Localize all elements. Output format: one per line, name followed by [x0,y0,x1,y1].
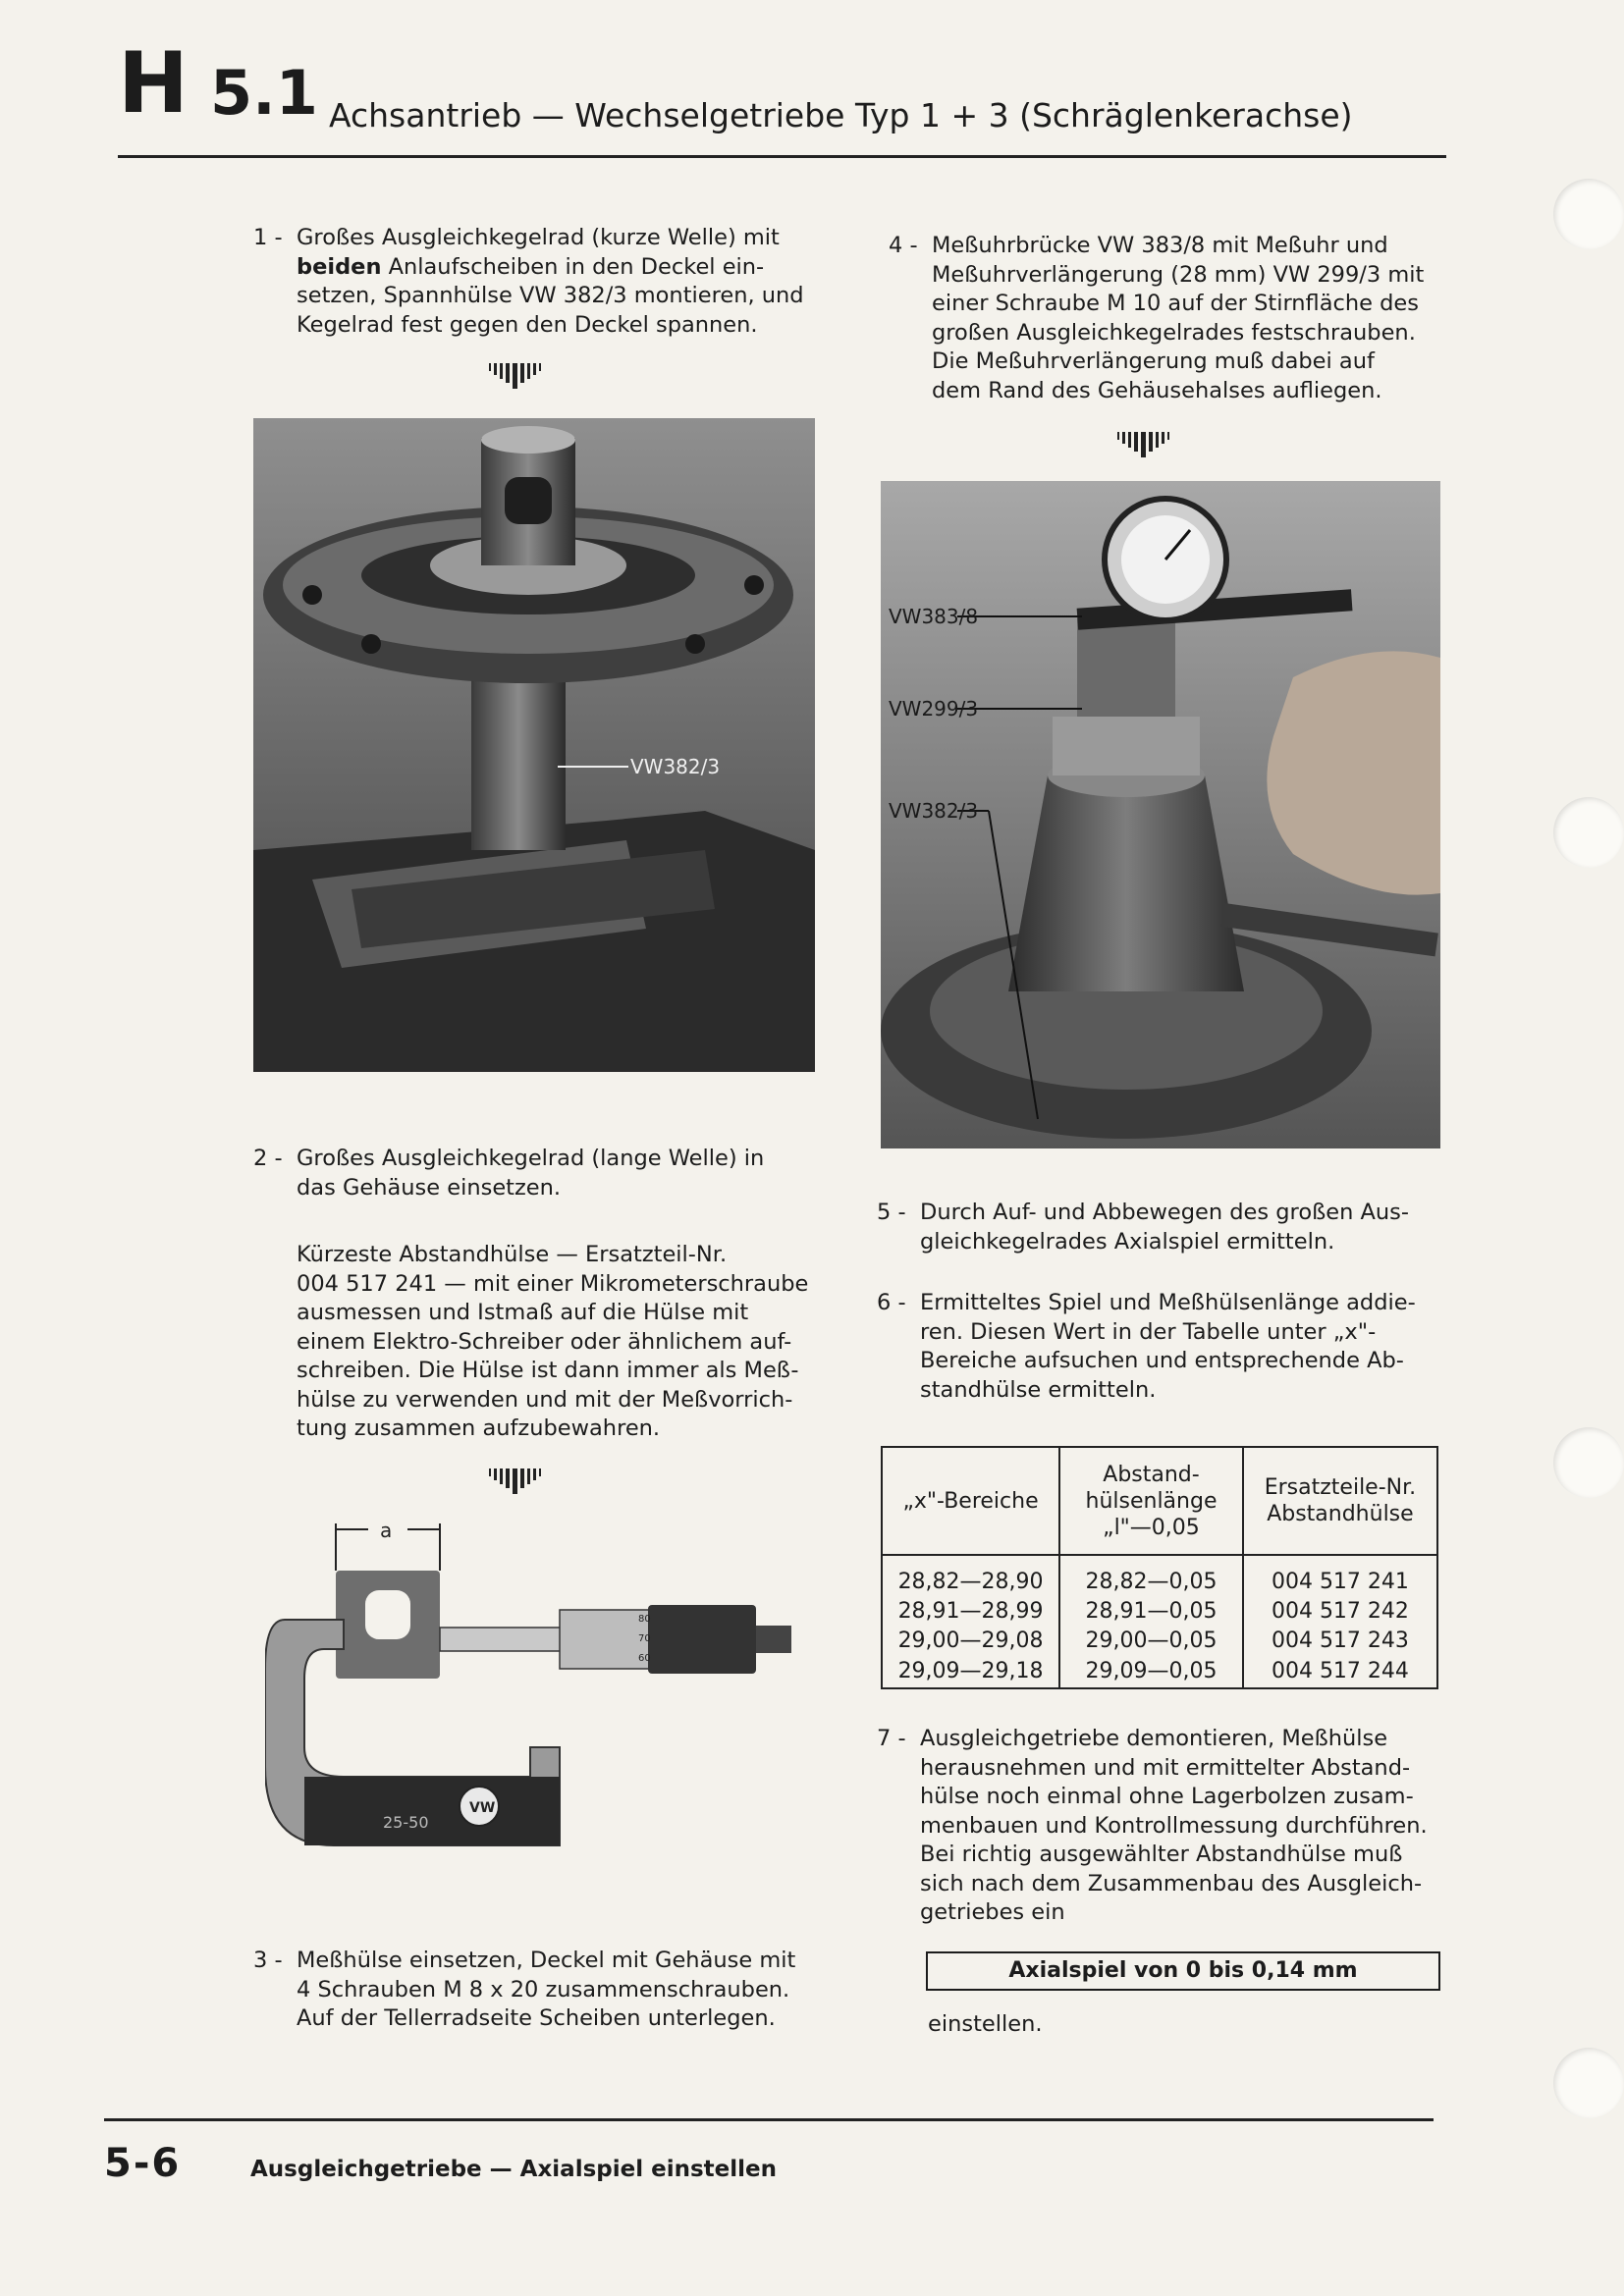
table-cell: 29,09—0,05 [1059,1655,1243,1688]
scale-mark: 70 [638,1633,651,1644]
tool-label-vw382-3: VW382/3 [630,755,721,778]
table-cell: 28,91—28,99 [882,1596,1059,1626]
binder-hole [1553,797,1624,868]
footer-rule [104,2118,1434,2121]
table-cell: 28,91—0,05 [1059,1596,1243,1626]
tool-label-vw299-3: VW299/3 [889,697,979,721]
table-row [882,1626,1437,1655]
step-number: 4 - [889,233,918,258]
tool-label-vw383-8: VW383/8 [889,605,979,628]
step-line: Kürzeste Abstandhülse — Ersatzteil-Nr. [297,1242,728,1267]
step-line: menbauen und Kontrollmessung durchführen. [920,1812,1428,1839]
table-row [882,1596,1437,1626]
step-line: schreiben. Die Hülse ist dann immer als Meß- [297,1358,799,1383]
page-number: 5-6 [104,2141,182,2186]
table-cell: 29,09—29,18 [882,1655,1059,1688]
step-line: Meßhülse einsetzen, Deckel mit Gehäuse mit [297,1948,796,1973]
step-line: beiden Anlaufscheiben in den Deckel ein- [297,253,765,280]
step-line: Kegelrad fest gegen den Deckel spannen. [297,311,758,338]
step-line: getriebes ein [920,1899,1065,1925]
step-line: Ausgleichgetriebe demontieren, Meßhülse [920,1726,1388,1751]
step-line: hülse noch einmal ohne Lagerbolzen zusam- [920,1784,1414,1809]
step-line: dem Rand des Gehäusehalses aufliegen. [932,377,1382,403]
table-header: Abstand- hülsenlänge „l"—0,05 [1059,1447,1243,1555]
step-line: Ermitteltes Spiel und Meßhülsenlänge addie- [920,1290,1416,1315]
step-line: Meßuhrbrücke VW 383/8 mit Meßuhr und [932,233,1388,258]
bold-word: beiden [297,253,382,280]
step-line: Meßuhrverlängerung (28 mm) VW 299/3 mit [932,261,1425,288]
step-number: 1 - [253,225,283,250]
table-header: „x"-Bereiche [882,1447,1059,1555]
step-number: 2 - [253,1146,283,1171]
table-cell: 004 517 244 [1243,1655,1437,1688]
table-row [882,1567,1437,1596]
step-line: Großes Ausgleichkegelrad (lange Welle) in [297,1146,765,1171]
scale-mark: 80 [638,1614,651,1625]
page-title: Achsantrieb — Wechselgetriebe Typ 1 + 3 (Schräglenkerachse) [329,96,1353,134]
down-arrow-icon [483,361,552,391]
tool-label-vw382-3: VW382/3 [889,799,979,823]
step-number: 5 - [877,1200,906,1225]
step-line: Durch Auf- und Abbewegen des großen Aus- [920,1200,1409,1225]
step-number: 3 - [253,1948,283,1973]
scale-mark: 60 [638,1653,651,1664]
binder-hole [1553,179,1624,249]
table-cell: 004 517 242 [1243,1596,1437,1626]
photo-differential-in-vise [253,418,815,1072]
table-cell: 29,00—0,05 [1059,1626,1243,1655]
step-line: Bei richtig ausgewählter Abstandhülse muß [920,1842,1403,1867]
micrometer-range-label: 25-50 [383,1813,429,1832]
step-line: Auf der Tellerradseite Scheiben unterlegen. [297,2005,776,2031]
after-callout-text: einstellen. [928,2011,1043,2037]
binder-hole [1553,2048,1624,2118]
table-row [882,1655,1437,1688]
step-line: Die Meßuhrverlängerung muß dabei auf [932,348,1375,374]
table-cell: 004 517 241 [1243,1567,1437,1596]
table-cell: 28,82—0,05 [1059,1567,1243,1596]
step-line: einem Elektro-Schreiber oder ähnlichem auf- [297,1328,792,1355]
table-cell: 29,00—29,08 [882,1626,1059,1655]
vw-logo-icon: VW [469,1800,496,1816]
step-line: ren. Diesen Wert in der Tabelle unter „x"- [920,1318,1377,1345]
photo-dial-gauge-setup [881,481,1440,1148]
table-cell: 004 517 243 [1243,1626,1437,1655]
spacer-table [881,1446,1438,1689]
table-cell: 28,82—28,90 [882,1567,1059,1596]
table-spacer [1059,1555,1243,1567]
down-arrow-icon [483,1467,552,1496]
step-line: standhülse ermitteln. [920,1376,1157,1403]
down-arrow-icon [1111,430,1180,459]
step-line: 004 517 241 — mit einer Mikrometerschraube [297,1270,809,1297]
step-line: tung zusammen aufzubewahren. [297,1415,661,1441]
step-line: Bereiche aufsuchen und entsprechende Ab- [920,1348,1404,1373]
header-rule [118,155,1446,158]
section-number: 5.1 [210,57,318,129]
step-line: sich nach dem Zusammenbau des Ausgleich- [920,1870,1423,1896]
step-number: 6 - [877,1290,906,1315]
step-line: 4 Schrauben M 8 x 20 zusammenschrauben. [297,1976,790,2002]
binder-hole [1553,1427,1624,1498]
step-line: setzen, Spannhülse VW 382/3 montieren, und [297,283,804,308]
step-line: das Gehäuse einsetzen. [297,1174,562,1201]
micrometer-figure [265,1512,815,1885]
section-letter: H [118,34,189,133]
step-line: herausnehmen und mit ermittelter Abstand- [920,1754,1411,1781]
step-line: Großes Ausgleichkegelrad (kurze Welle) mit [297,225,780,250]
step-line: großen Ausgleichkegelrades festschrauben. [932,319,1416,346]
step-line: gleichkegelrades Axialspiel ermitteln. [920,1228,1335,1255]
table-spacer [1243,1555,1437,1567]
footer-title: Ausgleichgetriebe — Axialspiel einstellen [250,2157,777,2182]
table-header-row [882,1447,1437,1555]
step-line: ausmessen und Istmaß auf die Hülse mit [297,1300,749,1325]
step-line: einer Schraube M 10 auf der Stirnfläche des [932,291,1419,316]
table-spacer [882,1555,1059,1567]
callout-text: Axialspiel von 0 bis 0,14 mm [1008,1958,1358,1983]
callout-box [926,1951,1440,1991]
dimension-label-a: a [380,1519,393,1542]
step-number: 7 - [877,1726,906,1751]
table-header: Ersatzteile-Nr. Abstandhülse [1243,1447,1437,1555]
step-line: hülse zu verwenden und mit der Meßvorrich- [297,1386,793,1413]
